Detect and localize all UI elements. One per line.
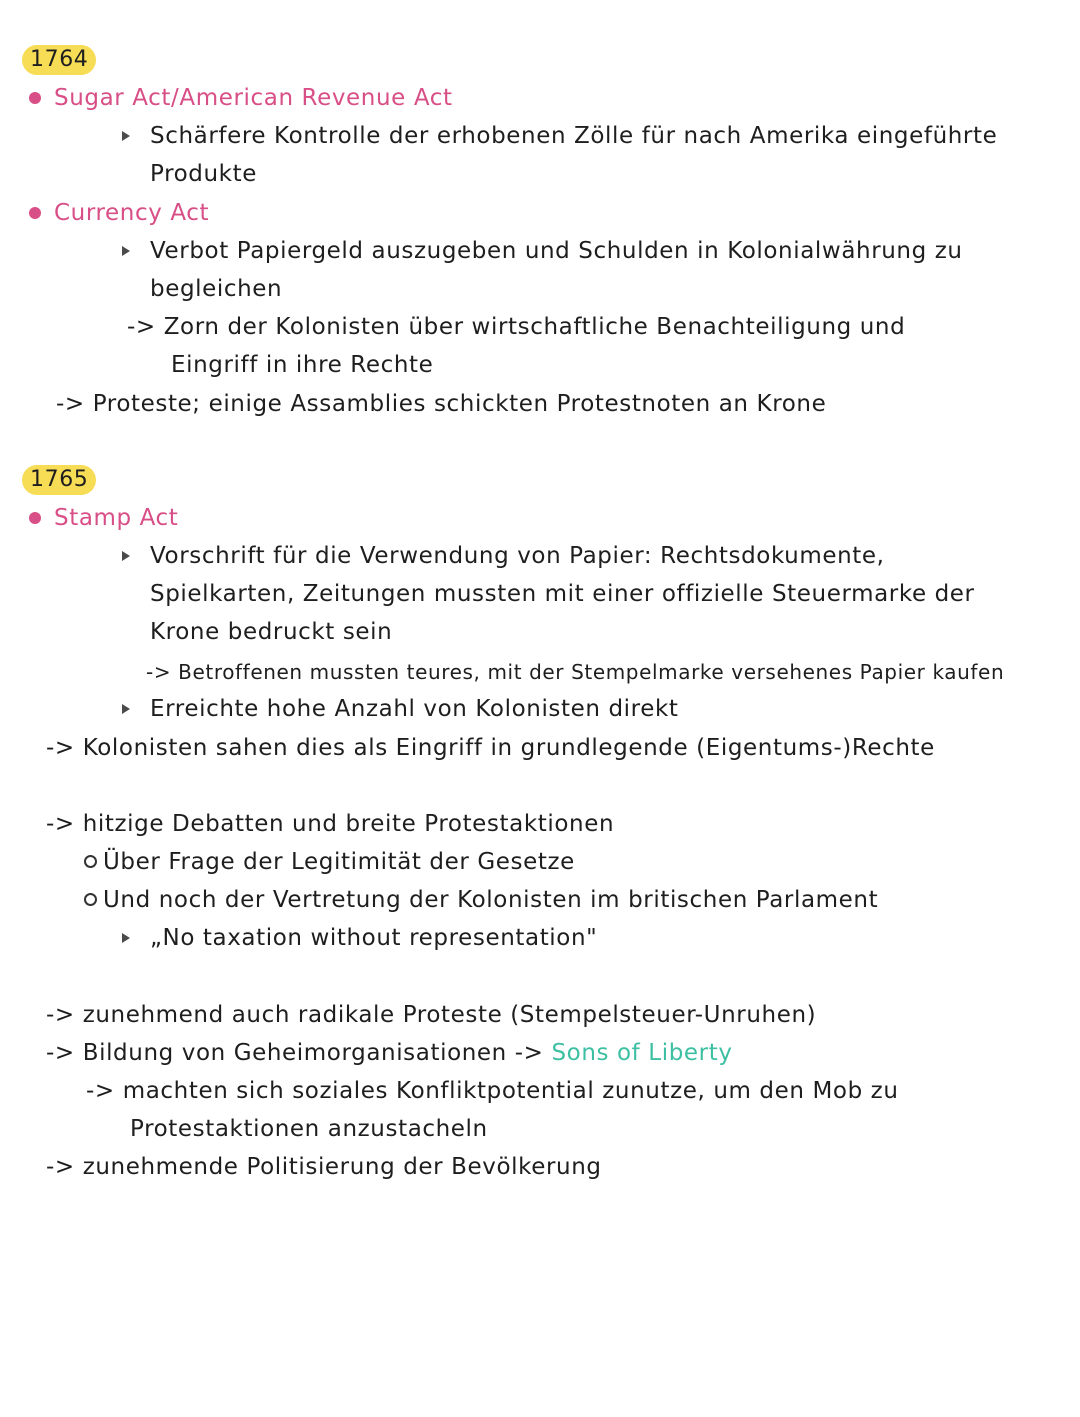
year-badge-1764: 1764 <box>22 45 96 75</box>
act-title-currency: Currency Act <box>54 200 210 226</box>
act-title-sugar: Sugar Act/American Revenue Act <box>54 85 453 111</box>
debates-item2: Und noch der Vertretung der Kolonisten im britischen Parlament <box>103 887 879 913</box>
arrow-icon: -> <box>127 314 156 340</box>
bullet-dot <box>29 207 41 219</box>
arrow-icon: -> <box>46 1040 75 1066</box>
result-1764: -> Proteste; einige Assamblies schickten Protestnoten an Krone <box>56 391 827 417</box>
sons-of-liberty: Sons of Liberty <box>551 1040 733 1066</box>
currency-consequence-line2: Eingriff in ihre Rechte <box>171 352 434 378</box>
triangle-bullet-icon <box>122 704 130 714</box>
arrow-icon: -> <box>146 660 172 684</box>
arrow-icon: -> <box>46 735 75 761</box>
stamp-view: -> Kolonisten sahen dies als Eingriff in grundlegende (Eigentums-)Rechte <box>46 735 935 761</box>
debates-item1: Über Frage der Legitimität der Gesetze <box>103 849 575 875</box>
slogan: „No taxation without representation" <box>150 925 598 951</box>
politicization: -> zunehmende Politisierung der Bevölkerung <box>46 1154 602 1180</box>
sugar-point-line1: Schärfere Kontrolle der erhobenen Zölle für nach Amerika eingeführte <box>150 123 998 149</box>
secret-organisations: -> Bildung von Geheimorganisationen -> Sons of Liberty <box>46 1040 733 1066</box>
currency-point-line1: Verbot Papiergeld auszugeben und Schulden in Kolonialwährung zu <box>150 238 963 264</box>
arrow-icon: -> <box>514 1040 544 1066</box>
bullet-dot <box>29 512 41 524</box>
arrow-icon: -> <box>86 1078 115 1104</box>
sugar-point-line2: Produkte <box>150 161 257 187</box>
triangle-bullet-icon <box>122 551 130 561</box>
triangle-bullet-icon <box>122 246 130 256</box>
stamp-point-line3: Krone bedruckt sein <box>150 619 393 645</box>
debates-head: -> hitzige Debatten und breite Protestaktionen <box>46 811 615 837</box>
arrow-icon: -> <box>56 391 85 417</box>
circle-bullet-icon <box>84 855 97 868</box>
stamp-point2: Erreichte hohe Anzahl von Kolonisten direkt <box>150 696 679 722</box>
triangle-bullet-icon <box>122 933 130 943</box>
stamp-point-line1: Vorschrift für die Verwendung von Papier: Rechtsdokumente, <box>150 543 885 569</box>
arrow-icon: -> <box>46 1002 75 1028</box>
act-title-stamp: Stamp Act <box>54 505 179 531</box>
year-badge-1765: 1765 <box>22 465 96 495</box>
arrow-icon: -> <box>46 1154 75 1180</box>
bullet-dot <box>29 92 41 104</box>
mob-line1: -> machten sich soziales Konfliktpotential zunutze, um den Mob zu <box>86 1078 899 1104</box>
triangle-bullet-icon <box>122 131 130 141</box>
currency-point-line2: begleichen <box>150 276 283 302</box>
currency-consequence-line1: -> Zorn der Kolonisten über wirtschaftliche Benachteiligung und <box>127 314 906 340</box>
arrow-icon: -> <box>46 811 75 837</box>
radical-protests: -> zunehmend auch radikale Proteste (Stempelsteuer-Unruhen) <box>46 1002 817 1028</box>
stamp-point-line2: Spielkarten, Zeitungen mussten mit einer offizielle Steuermarke der <box>150 581 975 607</box>
circle-bullet-icon <box>84 893 97 906</box>
mob-line2: Protestaktionen anzustacheln <box>130 1116 488 1142</box>
stamp-sub-note: -> Betroffenen mussten teures, mit der Stempelmarke versehenes Papier kaufen <box>146 660 1005 684</box>
